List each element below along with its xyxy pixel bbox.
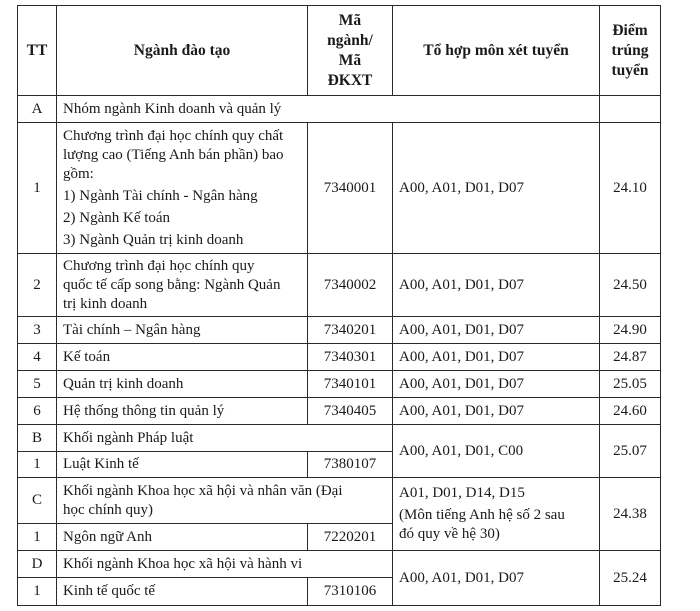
subject-combo: A00, A01, D01, D07: [393, 344, 600, 371]
program-name: Ngôn ngữ Anh: [57, 524, 308, 551]
admission-score: 24.10: [600, 123, 661, 254]
group-row-a: [18, 96, 661, 123]
subject-combo: A01, D01, D14, D15 (Môn tiếng Anh hệ số 2 sau đó quy về hệ 30): [393, 478, 600, 551]
admission-score: 24.90: [600, 317, 661, 344]
header-row: [18, 6, 661, 96]
row-number: 2: [18, 254, 57, 317]
table-row: [18, 344, 661, 371]
program-name: Kinh tế quốc tế: [57, 578, 308, 606]
group-row-b: [18, 425, 661, 452]
group-title: Khối ngành Pháp luật: [57, 425, 393, 452]
header-score: Điểm trúng tuyển: [600, 6, 661, 96]
row-number: 1: [18, 123, 57, 254]
sub-item: 2) Ngành Kế toán: [63, 209, 171, 226]
subject-combo: A00, A01, D01, D07: [393, 254, 600, 317]
program-code: 7340101: [308, 371, 393, 398]
group-row-d: [18, 551, 661, 578]
subject-combo: A00, A01, D01, D07: [393, 317, 600, 344]
group-label: B: [18, 425, 57, 452]
row-number: 6: [18, 398, 57, 425]
program-name: Quản trị kinh doanh: [57, 371, 308, 398]
row-number: 1: [18, 578, 57, 606]
sub-item: 3) Ngành Quản trị kinh doanh: [63, 231, 244, 248]
admission-score: 24.60: [600, 398, 661, 425]
program-name: Chương trình đại học chính quy chất lượng cao (Tiếng Anh bán phần) bao gồm: 1) Ngành Tài chính - Ngân hàng 2) Ngành Kế toán 3) Ngành Quản trị kinh doanh: [57, 123, 308, 254]
group-title: Khối ngành Khoa học xã hội và nhân văn (Đại học chính quy): [57, 478, 393, 524]
program-name: Chương trình đại học chính quy quốc tế cấp song bằng: Ngành Quản trị kinh doanh: [57, 254, 308, 317]
table-row: [18, 254, 661, 317]
group-label: D: [18, 551, 57, 578]
group-label: C: [18, 478, 57, 524]
program-code: 7340001: [308, 123, 393, 254]
row-number: 1: [18, 524, 57, 551]
row-number: 1: [18, 452, 57, 478]
empty-score-cell: [600, 96, 661, 123]
row-number: 5: [18, 371, 57, 398]
table-row: [18, 398, 661, 425]
table-row: [18, 123, 661, 254]
program-name: Tài chính – Ngân hàng: [57, 317, 308, 344]
row-number: 4: [18, 344, 57, 371]
group-label: A: [18, 96, 57, 123]
header-combo: Tổ hợp môn xét tuyển: [393, 6, 600, 96]
admission-score: 25.05: [600, 371, 661, 398]
group-row-c: [18, 478, 661, 524]
admission-score: 24.50: [600, 254, 661, 317]
program-name: Hệ thống thông tin quản lý: [57, 398, 308, 425]
subject-combo: A00, A01, D01, D07: [393, 398, 600, 425]
program-name: Kế toán: [57, 344, 308, 371]
group-title: Nhóm ngành Kinh doanh và quản lý: [57, 96, 600, 123]
row-number: 3: [18, 317, 57, 344]
program-name: Luật Kinh tế: [57, 452, 308, 478]
program-code: 7380107: [308, 452, 393, 478]
admission-score: 25.07: [600, 425, 661, 478]
program-code: 7310106: [308, 578, 393, 606]
table-row: [18, 371, 661, 398]
admission-scores-table: [17, 5, 661, 606]
sub-item: 1) Ngành Tài chính - Ngân hàng: [63, 187, 258, 204]
admission-score: 25.24: [600, 551, 661, 606]
program-code: 7220201: [308, 524, 393, 551]
subject-combo: A00, A01, D01, D07: [393, 123, 600, 254]
subject-combo: A00, A01, D01, C00: [393, 425, 600, 478]
group-title: Khối ngành Khoa học xã hội và hành vi: [57, 551, 393, 578]
program-code: 7340002: [308, 254, 393, 317]
admission-score: 24.87: [600, 344, 661, 371]
header-program: Ngành đào tạo: [57, 6, 308, 96]
program-code: 7340301: [308, 344, 393, 371]
subject-combo: A00, A01, D01, D07: [393, 371, 600, 398]
header-code: Mã ngành/ Mã ĐKXT: [308, 6, 393, 96]
subject-combo: A00, A01, D01, D07: [393, 551, 600, 606]
program-code: 7340201: [308, 317, 393, 344]
program-code: 7340405: [308, 398, 393, 425]
header-tt: TT: [18, 6, 57, 96]
admission-score: 24.38: [600, 478, 661, 551]
table-row: [18, 317, 661, 344]
